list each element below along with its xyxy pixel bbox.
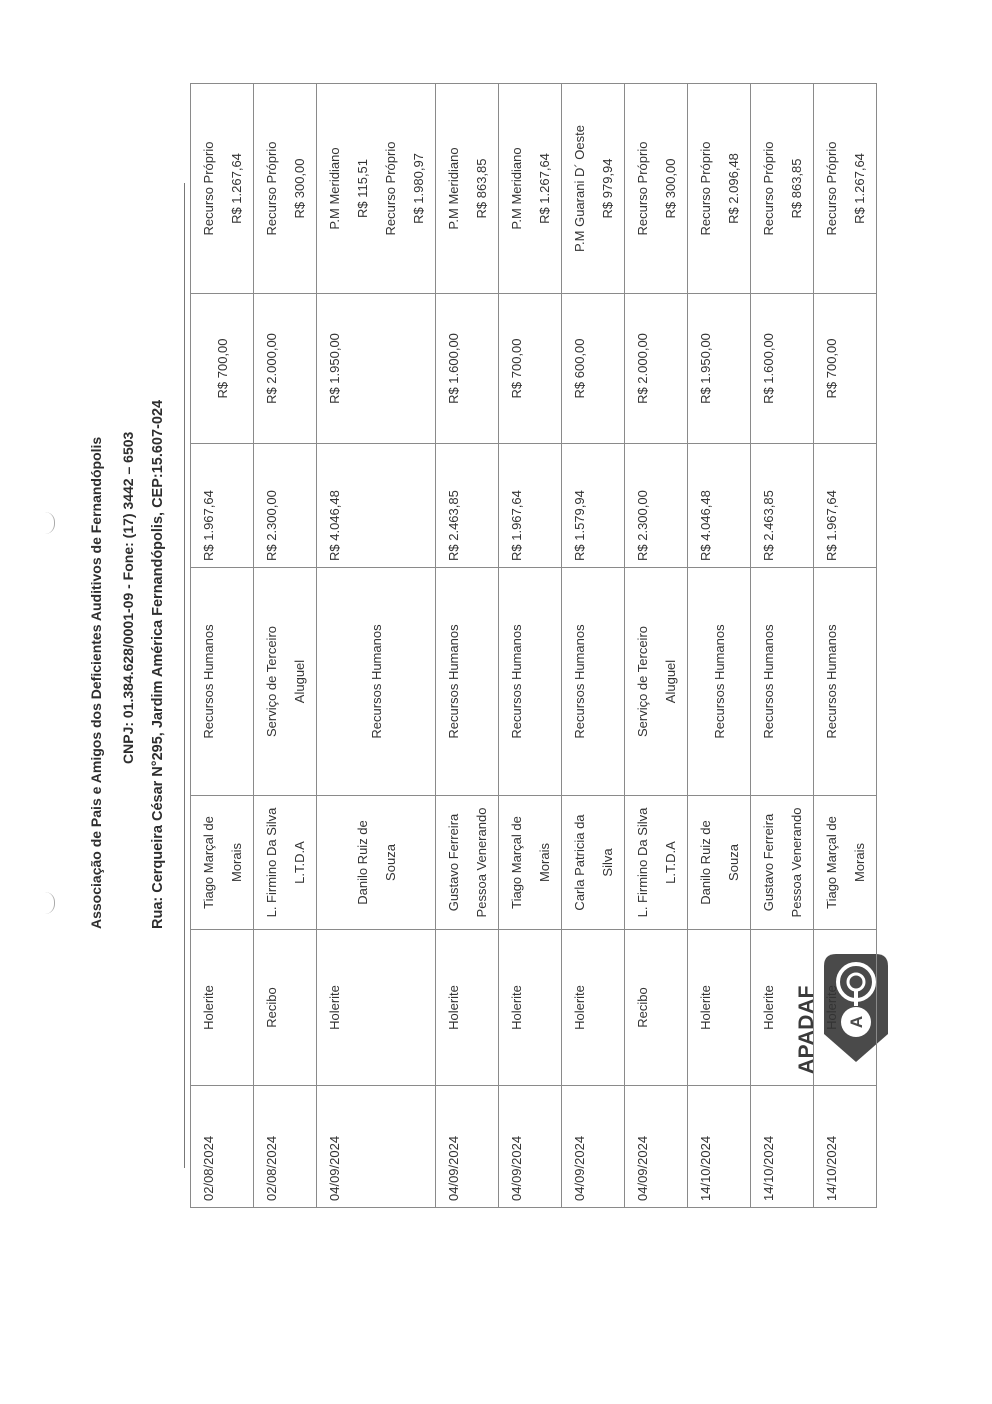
source-cell [254,84,317,294]
payee-cell-line: Souza [726,844,741,881]
source-cell-line: R$ 863,85 [789,158,804,219]
category-cell [499,568,562,796]
table-row [625,84,688,1208]
category-cell [254,568,317,796]
payee-cell [254,796,317,930]
payee-cell [814,796,877,930]
source-cell-line: P.M Meridiano [327,147,342,230]
payee-cell-line: Pessoa Venerando [474,807,489,918]
date-cell: 14/10/2024 [688,1086,751,1208]
source-cell-line: R$ 1.267,64 [852,153,867,224]
payee-cell-line: Morais [229,843,244,883]
source-cell-line: P.M Meridiano [509,147,524,230]
source-cell-line: R$ 300,00 [292,158,307,219]
payee-cell [191,796,254,930]
category-cell [436,568,499,796]
total-cell: R$ 1.967,64 [499,444,562,568]
source-cell [317,84,436,294]
source-cell-line: Recurso Próprio [264,141,279,236]
date-cell: 04/09/2024 [436,1086,499,1208]
category-cell-line: Recursos Humanos [712,624,727,739]
category-cell-line: Recursos Humanos [446,624,461,739]
category-cell [814,568,877,796]
total-cell: R$ 4.046,48 [688,444,751,568]
category-cell [751,568,814,796]
source-cell-line: Recurso Próprio [824,141,839,236]
org-cnpj-phone: CNPJ: 01.384.628/0001-09 - Fone: (17) 3442 – 6503 [120,431,136,764]
date-cell: 02/08/2024 [191,1086,254,1208]
source-cell-line: R$ 1.267,64 [229,153,244,224]
category-cell [191,568,254,796]
table-row [814,84,877,1208]
payee-cell [625,796,688,930]
source-cell [751,84,814,294]
expense-table [190,83,877,1208]
category-cell-line: Serviço de Terceiro [635,625,650,738]
payee-cell-line: L.T.D.A [292,841,307,884]
source-cell [562,84,625,294]
payee-cell [499,796,562,930]
source-cell [499,84,562,294]
document-type-cell: Holerite [436,930,499,1086]
value-cell: R$ 600,00 [562,294,625,444]
category-cell-line: Recursos Humanos [509,624,524,739]
source-cell [191,84,254,294]
table-row [751,84,814,1208]
payee-cell-line: Morais [537,843,552,883]
payee-cell [436,796,499,930]
total-cell: R$ 1.579,94 [562,444,625,568]
total-cell: R$ 2.463,85 [436,444,499,568]
source-cell-line: P.M Meridiano [446,147,461,230]
value-cell: R$ 2.000,00 [625,294,688,444]
table-row [436,84,499,1208]
value-cell: R$ 1.950,00 [688,294,751,444]
document-type-cell: Holerite [814,930,877,1086]
category-cell [625,568,688,796]
category-cell [562,568,625,796]
source-cell [814,84,877,294]
value-cell: R$ 1.600,00 [436,294,499,444]
payee-cell-line: Silva [600,848,615,877]
value-cell: R$ 700,00 [191,294,254,444]
payee-cell [751,796,814,930]
date-cell: 04/09/2024 [625,1086,688,1208]
table-row [191,84,254,1208]
payee-cell-line: Tiago Marçal de [201,816,216,909]
value-cell: R$ 700,00 [814,294,877,444]
source-cell-line: P.M Guarani D´ Oeste [572,125,587,252]
table-row [562,84,625,1208]
payee-cell-line: Morais [852,843,867,883]
payee-cell [688,796,751,930]
date-cell: 14/10/2024 [814,1086,877,1208]
payee-cell-line: L. Firmino Da Silva [635,807,650,918]
total-cell: R$ 1.967,64 [191,444,254,568]
payee-cell-line: Pessoa Venerando [789,807,804,918]
org-address: Rua: Cerqueira César N°295, Jardim América Fernandópolis, CEP:15.607-024 [150,399,166,929]
category-cell [688,568,751,796]
category-cell-line: Recursos Humanos [572,624,587,739]
category-cell-line: Recursos Humanos [201,624,216,739]
date-cell: 04/09/2024 [499,1086,562,1208]
source-cell [625,84,688,294]
source-cell-line: R$ 1.980,97 [411,153,426,224]
total-cell: R$ 4.046,48 [317,444,436,568]
category-cell-line: Recursos Humanos [369,624,384,739]
source-cell-line: R$ 1.267,64 [537,153,552,224]
payee-cell [562,796,625,930]
document-type-cell: Holerite [317,930,436,1086]
logo-text: APADAF [795,985,818,1074]
payee-cell-line: L.T.D.A [663,841,678,884]
payee-cell-line: Tiago Marçal de [509,816,524,909]
source-cell-line: R$ 863,85 [474,158,489,219]
payee-cell-line: Danilo Ruiz de [698,820,713,905]
document-type-cell: Holerite [688,930,751,1086]
category-cell-line: Aluguel [663,659,678,704]
category-cell-line: Aluguel [292,659,307,704]
payee-cell-line: Carla Patricia da [572,814,587,911]
source-cell-line: R$ 2.096,48 [726,153,741,224]
source-cell-line: Recurso Próprio [383,141,398,236]
total-cell: R$ 2.300,00 [625,444,688,568]
date-cell: 14/10/2024 [751,1086,814,1208]
total-cell: R$ 2.463,85 [751,444,814,568]
category-cell-line: Recursos Humanos [824,624,839,739]
date-cell: 02/08/2024 [254,1086,317,1208]
total-cell: R$ 1.967,64 [814,444,877,568]
category-cell-line: Recursos Humanos [761,624,776,739]
source-cell-line: R$ 115,51 [355,158,370,219]
value-cell: R$ 700,00 [499,294,562,444]
source-cell-line: Recurso Próprio [635,141,650,236]
payee-cell-line: Gustavo Ferreira [761,813,776,912]
payee-cell-line: Souza [383,844,398,881]
date-cell: 04/09/2024 [562,1086,625,1208]
document-type-cell: Holerite [499,930,562,1086]
table-row [317,84,436,1208]
table-row [499,84,562,1208]
payee-cell-line: Danilo Ruiz de [355,820,370,905]
source-cell-line: R$ 979,94 [600,158,615,219]
category-cell-line: Serviço de Terceiro [264,625,279,738]
document-type-cell: Holerite [562,930,625,1086]
source-cell-line: Recurso Próprio [201,141,216,236]
logo-letter: A [847,1015,866,1029]
payee-cell-line: Tiago Marçal de [824,816,839,909]
payee-cell-line: L. Firmino Da Silva [264,807,279,918]
category-cell [317,568,436,796]
value-cell: R$ 2.000,00 [254,294,317,444]
date-cell: 04/09/2024 [317,1086,436,1208]
value-cell: R$ 1.600,00 [751,294,814,444]
org-name: Associação de Pais e Amigos dos Deficientes Auditivos de Fernandópolis [88,436,104,929]
total-cell: R$ 2.300,00 [254,444,317,568]
source-cell-line: Recurso Próprio [761,141,776,236]
table-row [254,84,317,1208]
source-cell [688,84,751,294]
document-type-cell: Recibo [625,930,688,1086]
source-cell-line: Recurso Próprio [698,141,713,236]
value-cell: R$ 1.950,00 [317,294,436,444]
document-type-cell: Holerite [191,930,254,1086]
document-type-cell: Holerite [751,930,814,1086]
header-rule [184,183,185,1168]
table-row [688,84,751,1208]
document-type-cell: Recibo [254,930,317,1086]
source-cell-line: R$ 300,00 [663,158,678,219]
payee-cell-line: Gustavo Ferreira [446,813,461,912]
source-cell [436,84,499,294]
payee-cell [317,796,436,930]
